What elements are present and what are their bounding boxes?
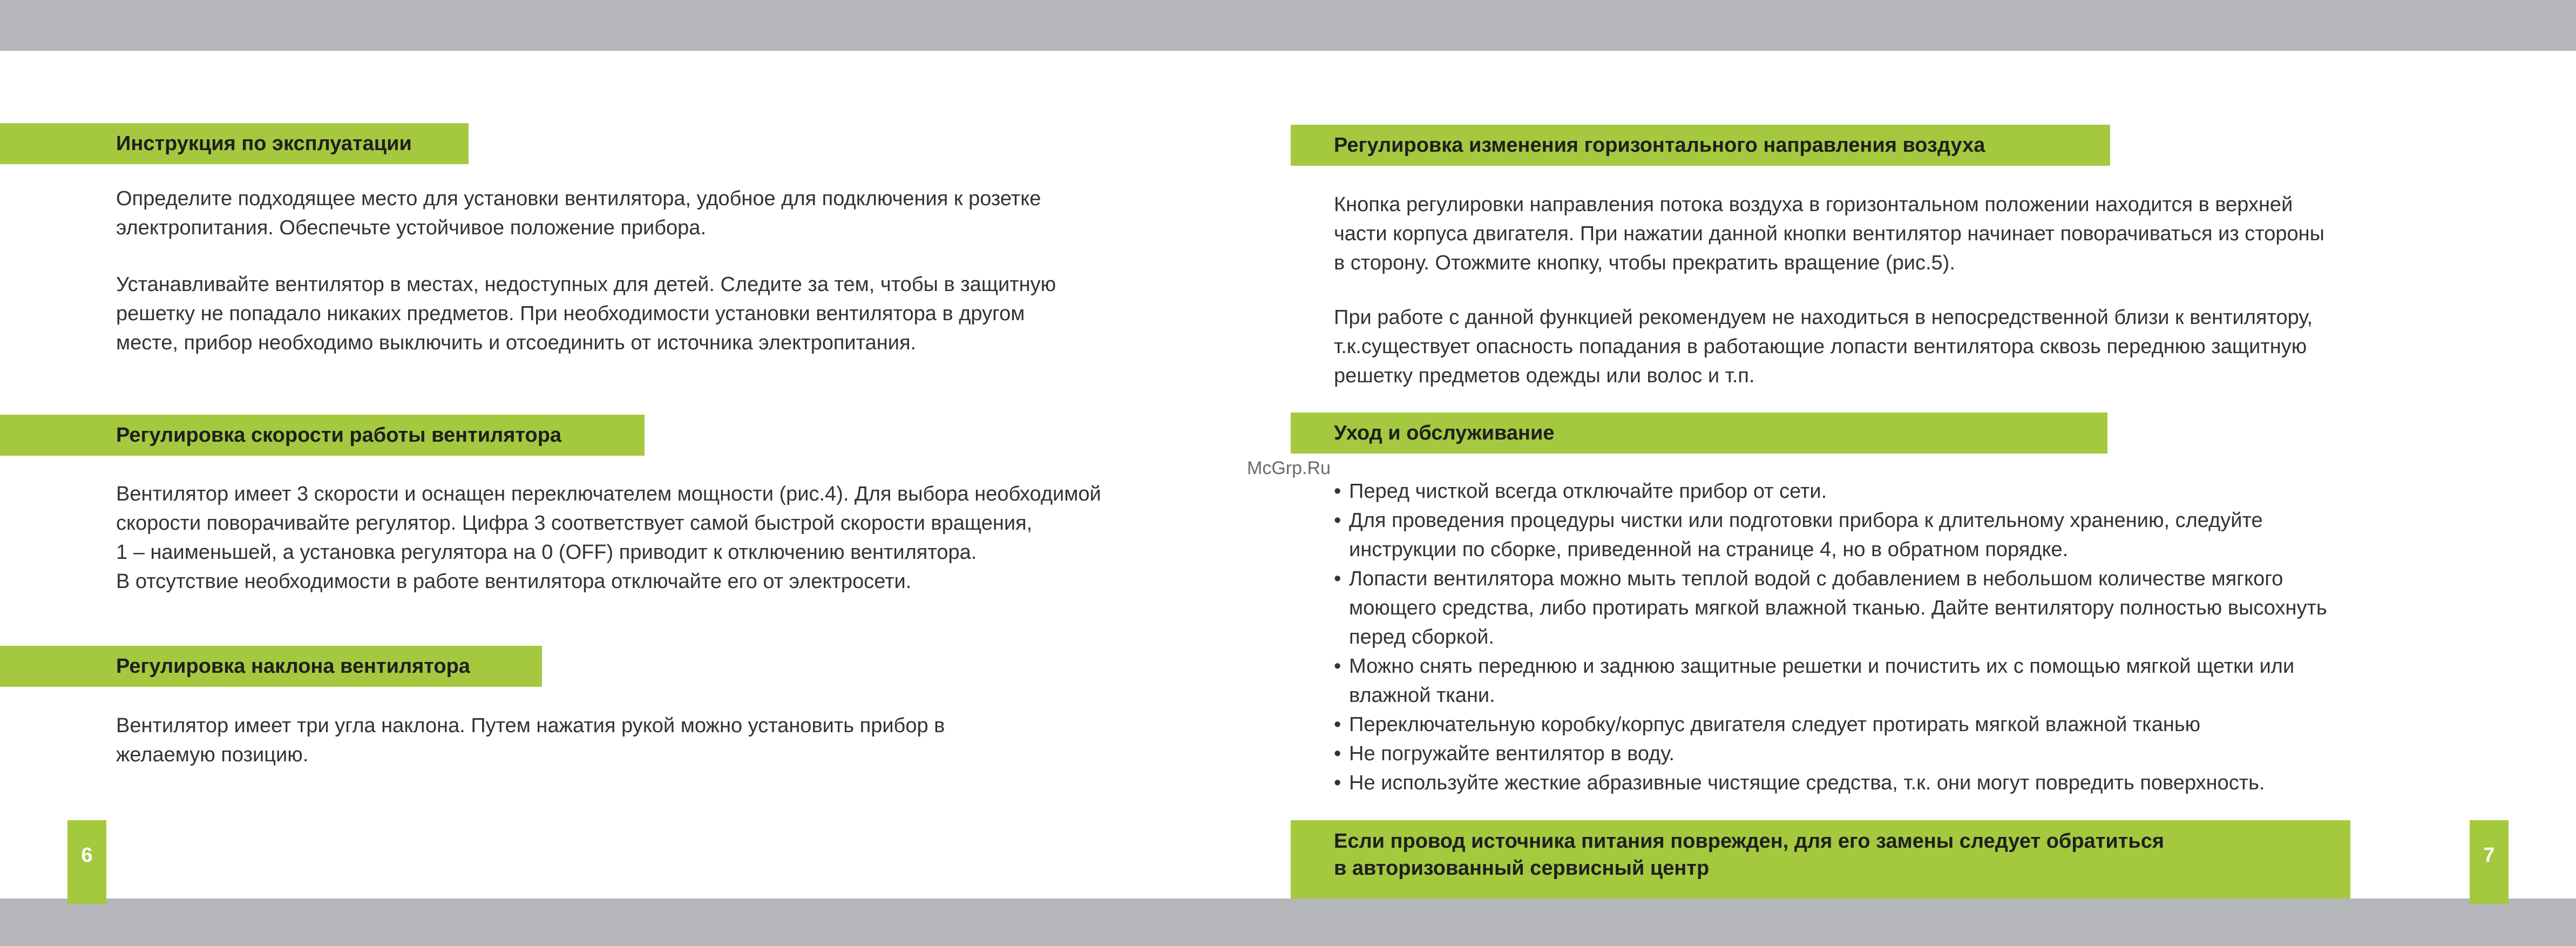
list-item: • Переключательную коробку/корпус двигателя следует протирать мягкой влажной тканью <box>1334 710 2521 739</box>
list-item: • Лопасти вентилятора можно мыть теплой водой с добавлением в небольшом количестве мягкого моющего средства, либо протирать мягкой влажной тканью. Дайте вентилятору полностью высохнуть перед сборкой. <box>1334 564 2521 652</box>
tilt-paragraph: Вентилятор имеет три угла наклона. Путем нажатия рукой можно установить прибор в желаемую позицию. <box>116 714 945 766</box>
heading-text: Регулировка наклона вентилятора <box>116 654 470 678</box>
direction-paragraph-1: Кнопка регулировки направления потока воздуха в горизонтальном положении находится в верхней части корпуса двигателя. При нажатии данной кнопки вентилятор начинает поворачиваться из стороны в сторону. Отожмите кнопку, чтобы прекратить вращение (рис.5). <box>1334 193 2324 274</box>
page-number-left <box>67 820 106 904</box>
list-item: • Перед чисткой всегда отключайте прибор от сети. <box>1334 477 2521 506</box>
direction-paragraph-2: При работе с данной функцией рекомендуем не находиться в непосредственной близи к вентилятору, т.к.существует опасность попадания в работающие лопасти вентилятора сквозь переднюю защитную решетку предметов одежды или волос и т.п. <box>1334 306 2313 387</box>
watermark: McGrp.Ru <box>1247 458 1331 478</box>
heading-text: Инструкция по эксплуатации <box>116 132 412 155</box>
heading-text: Регулировка изменения горизонтального направления воздуха <box>1334 133 1985 157</box>
speed-paragraph: Вентилятор имеет 3 скорости и оснащен переключателем мощности (рис.4). Для выбора необходимой скорости поворачивайте регулятор. Цифра 3 соответствует самой быстрой скорости вращения, 1 – наименьшей, а установка регулятора на 0 (OFF) приводит к отключению вентилятора. В отсутствие необходимости в работе вентилятора отключайте его от электросети. <box>116 483 1101 593</box>
section-heading-care <box>1291 413 2107 454</box>
page-number-text: 7 <box>2483 844 2495 867</box>
section-heading-speed <box>0 415 645 456</box>
page-number-text: 6 <box>81 844 93 867</box>
section-heading-usage <box>0 123 469 164</box>
notice-text: Если провод источника питания поврежден, для его замены следует обратиться в авторизованный сервисный центр <box>1334 830 2164 880</box>
top-gray-bar <box>0 0 2576 51</box>
list-item: • Не погружайте вентилятор в воду. <box>1334 739 2521 768</box>
bottom-gray-bar <box>0 898 2576 946</box>
usage-paragraph-2: Устанавливайте вентилятор в местах, недоступных для детей. Следите за тем, чтобы в защитную решетку не попадало никаких предметов. При необходимости установки вентилятора в другом месте, прибор необходимо выключить и отсоединить от источника электропитания. <box>116 273 1056 354</box>
heading-text: Уход и обслуживание <box>1334 421 1555 444</box>
page-number-right <box>2470 820 2509 904</box>
section-heading-horizontal-direction <box>1291 125 2110 166</box>
list-item: • Можно снять переднюю и заднюю защитные решетки и почистить их с помощью мягкой щетки или влажной ткани. <box>1334 652 2521 710</box>
list-item: • Для проведения процедуры чистки или подготовки прибора к длительному хранению, следуйте инструкции по сборке, приведенной на странице 4, но в обратном порядке. <box>1334 506 2521 564</box>
usage-paragraph-1: Определите подходящее место для установки вентилятора, удобное для подключения к розетке электропитания. Обеспечьте устойчивое положение прибора. <box>116 187 1041 239</box>
heading-text: Регулировка скорости работы вентилятора <box>116 423 562 447</box>
service-notice <box>1291 820 2350 898</box>
list-item: • Не используйте жесткие абразивные чистящие средства, т.к. они могут повредить поверхность. <box>1334 768 2521 798</box>
care-list <box>1334 477 2521 798</box>
section-heading-tilt <box>0 646 542 687</box>
